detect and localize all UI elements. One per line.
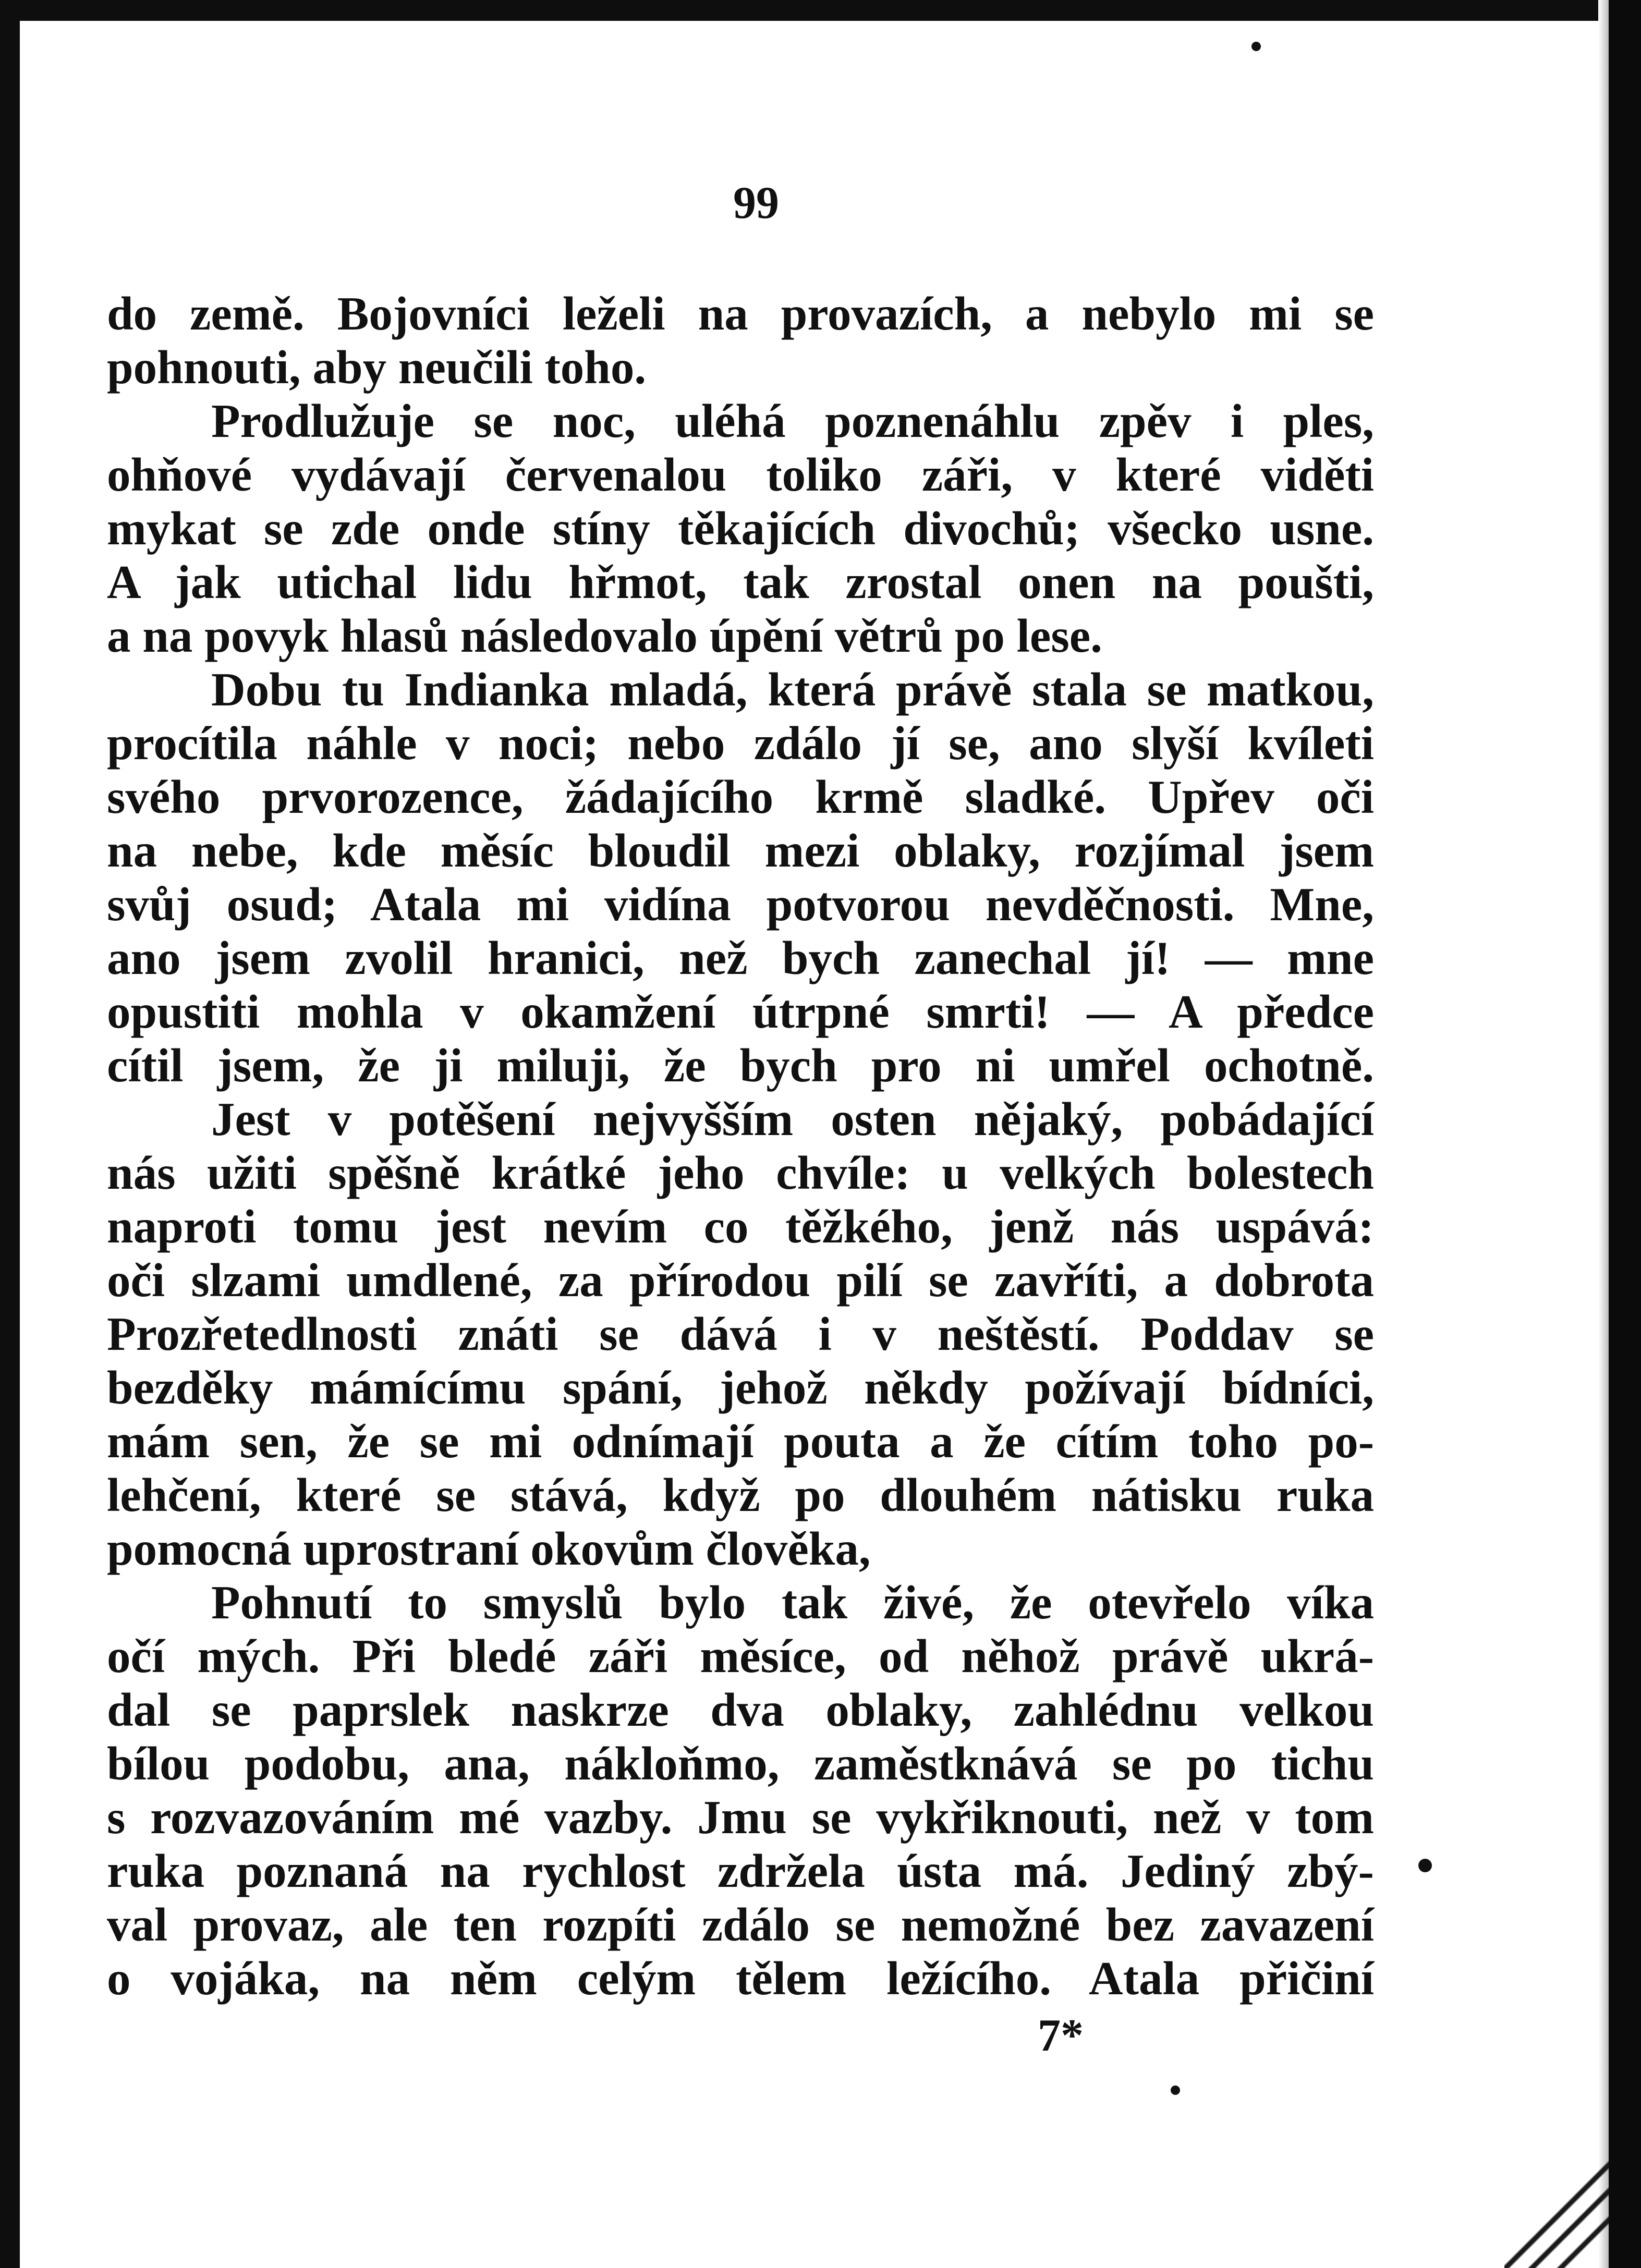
text-line: a na povyk hlasů následovalo úpění větrů po lese. [107, 609, 1102, 662]
text-line: naproti tomu jest nevím co těžkého, jenž nás uspává: [107, 1200, 1374, 1253]
text-line: cítil jsem, že ji miluji, že bych pro ni umřel ochotně. [107, 1039, 1374, 1092]
ink-speck [1251, 42, 1261, 51]
text-line: Prozřetedlnosti znáti se dává i v neštěstí. Poddav se [107, 1308, 1374, 1360]
text-line: očí mých. Při bledé záři měsíce, od něhož právě ukrá- [107, 1630, 1374, 1682]
text-line: oči slzami umdlené, za přírodou pilí se zavříti, a dobrota [107, 1254, 1374, 1307]
text-line: pomocná uprostraní okovům člověka, [107, 1522, 871, 1575]
text-line: A jak utichal lidu hřmot, tak zrostal onen na poušti, [107, 556, 1374, 608]
text-line: mykat se zde onde stíny těkajících divochů; všecko usne. [107, 502, 1374, 555]
text-line: ohňové vydávají červenalou toliko záři, v které viděti [107, 448, 1374, 501]
scan-edge-left [0, 0, 20, 2268]
signature-mark: 7* [1038, 2010, 1084, 2061]
text-line: dal se paprslek naskrze dva oblaky, zahlédnu velkou [107, 1684, 1374, 1736]
text-line: s rozvazováním mé vazby. Jmu se vykřiknouti, než v tom [107, 1791, 1374, 1844]
text-line: opustiti mohla v okamžení útrpné smrti! — A předce [107, 985, 1374, 1038]
text-line: Dobu tu Indianka mladá, která právě stala se matkou, [211, 663, 1374, 716]
page-number: 99 [733, 178, 779, 228]
text-line: svého prvorozence, žádajícího krmě sladké. Upřev oči [107, 771, 1374, 823]
text-line: val provaz, ale ten rozpíti zdálo se nemožné bez zavazení [107, 1898, 1374, 1951]
text-line: lehčení, které se stává, když po dlouhém nátisku ruka [107, 1469, 1374, 1521]
text-line: bezděky mámícímu spání, jehož někdy požívají bídníci, [107, 1361, 1374, 1414]
text-line: bílou podobu, ana, nákloňmo, zaměstknává se po tichu [107, 1737, 1374, 1790]
ink-speck [1171, 2086, 1180, 2095]
page-edge-shadow [1598, 0, 1609, 2268]
text-line: ano jsem zvolil hranici, než bych zanechal jí! — mne [107, 932, 1374, 984]
text-line: nás užiti spěšně krátké jeho chvíle: u velkých bolestech [107, 1147, 1374, 1199]
scan-edge-right [1609, 0, 1641, 2268]
text-line: Pohnutí to smyslů bylo tak živé, že otevřelo víka [211, 1576, 1374, 1629]
page-corner-curl [1504, 2132, 1609, 2268]
ink-speck [1418, 1859, 1432, 1872]
body-text [107, 287, 1374, 2005]
text-line: pohnouti, aby neučili toho. [107, 341, 647, 394]
text-line: na nebe, kde měsíc bloudil mezi oblaky, rozjímal jsem [107, 824, 1374, 877]
text-line: ruka poznaná na rychlost zdržela ústa má. Jediný zbý- [107, 1845, 1374, 1897]
text-line: svůj osud; Atala mi vidína potvorou nevděčnosti. Mne, [107, 878, 1374, 931]
text-line: do země. Bojovníci leželi na provazích, a nebylo mi se [107, 287, 1374, 340]
text-line: Prodlužuje se noc, uléhá poznenáhlu zpěv i ples, [211, 395, 1374, 447]
text-line: o vojáka, na něm celým tělem ležícího. Atala přičiní [107, 1952, 1374, 2005]
text-line: procítila náhle v noci; nebo zdálo jí se, ano slyší kvíleti [107, 717, 1374, 770]
scan-edge-top [0, 0, 1641, 21]
text-line: mám sen, že se mi odnímají pouta a že cítím toho po- [107, 1415, 1374, 1468]
text-line: Jest v potěšení nejvyšším osten nějaký, pobádající [211, 1093, 1374, 1145]
